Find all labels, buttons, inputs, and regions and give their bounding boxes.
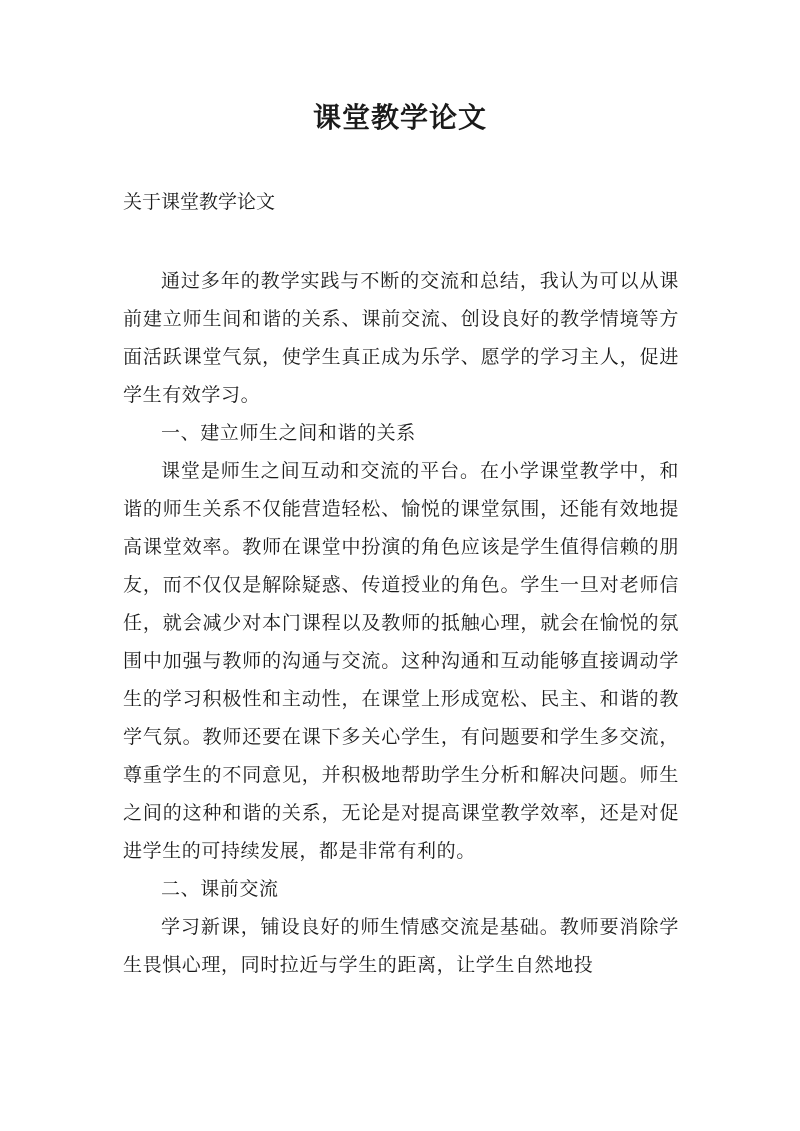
document-title: 课堂教学论文 — [312, 101, 487, 134]
section-heading-2: 二、课前交流 — [161, 878, 279, 900]
section-1-paragraph: 课堂是师生之间互动和交流的平台。在小学课堂教学中，和谐的师生关系不仅能营造轻松、愉悦的课堂氛围，还能有效地提高课堂效率。教师在课堂中扮演的角色应该是学生值得信赖的朋友，而不仅仅是解除疑惑、传道授业的角色。学生一旦对老师信任，就会减少对本门课程以及教师的抵触心理，就会在愉悦的氛围中加强与教师的沟通与交流。这种沟通和互动能够直接调动学生的学习积极性和主动性，在课堂上形成宽松、民主、和谐的教学气氛。教师还要在课下多关心学生，有问题要和学生多交流，尊重学生的不同意见，并积极地帮助学生分析和解决问题。师生之间的这种和谐的关系，无论是对提高课堂教学效率，还是对促进学生的可持续发展，都是非常有利的。 — [123, 460, 679, 862]
document-body — [123, 262, 679, 984]
section-2-paragraph: 学习新课，铺设良好的师生情感交流是基础。教师要消除学生畏惧心理，同时拉近与学生的距离，让学生自然地投 — [123, 916, 679, 976]
document-subtitle: 关于课堂教学论文 — [123, 191, 276, 213]
section-heading-1: 一、建立师生之间和谐的关系 — [161, 422, 416, 444]
intro-paragraph: 通过多年的教学实践与不断的交流和总结，我认为可以从课前建立师生间和谐的关系、课前交流、创设良好的教学情境等方面活跃课堂气氛，使学生真正成为乐学、愿学的学习主人，促进学生有效学习。 — [123, 270, 679, 406]
